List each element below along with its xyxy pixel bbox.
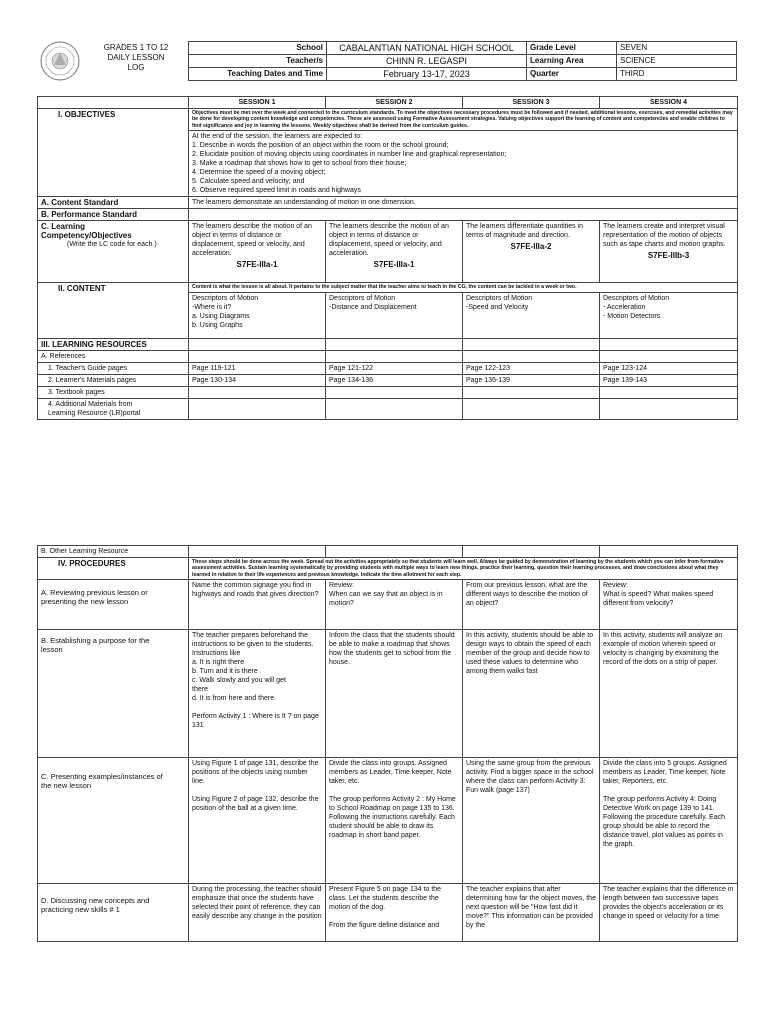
blank-cell xyxy=(463,546,600,558)
blank-cell xyxy=(38,97,189,109)
blank-cell xyxy=(600,546,738,558)
blank-cell xyxy=(326,350,463,362)
procedure-cell: Name the common signage you find in highways and roads that gives direction? xyxy=(189,580,326,630)
procedure-cell: Using Figure 1 of page 131, describe the positions of the objects using number line. Using Figure 2 of page 132, describe the position of the ball at a given time. xyxy=(189,758,326,884)
lm-pages: Page 136-139 xyxy=(463,374,600,386)
competency-label: C. Learning Competency/Objectives xyxy=(41,222,132,241)
learning-area-label: Learning Area xyxy=(527,55,617,68)
procedure-cell: Review: When can we say that an object is in motion? xyxy=(326,580,463,630)
performance-standard-text xyxy=(189,209,738,221)
procedure-cell: The teacher explains that the difference in length between two successive tapes provides the object's acceleration or its change in speed or velocity for a time xyxy=(600,884,738,942)
competency-text: The learners describe the motion of an object in terms of distance or displacement, speed or velocity, and acceleration. xyxy=(192,223,312,258)
content-note: Content is what the lesson is all about. It pertains to the subject matter that the teacher aims to teach in the CG, the content can be tackled in a week or two. xyxy=(189,283,738,292)
competency-label-cell xyxy=(38,221,189,283)
additional-materials-label: 4. Additional Materials from Learning Resource (LR)portal xyxy=(38,398,189,419)
dll-title-line: LOG xyxy=(127,63,145,72)
grade-level-label: Grade Level xyxy=(527,42,617,55)
blank-cell xyxy=(463,398,600,419)
school-label: School xyxy=(189,42,327,55)
procedure-cell: Present Figure 5 on page 134 to the class. Let the students describe the motion of the dog. From the figure define distance and xyxy=(326,884,463,942)
blank-cell xyxy=(326,546,463,558)
procedures-label: IV. PROCEDURES xyxy=(38,558,189,580)
tg-pages: Page 119-121 xyxy=(189,362,326,374)
dll-title-line: GRADES 1 TO 12 xyxy=(103,43,169,52)
objectives-label: I. OBJECTIVES xyxy=(38,109,189,197)
blank-cell xyxy=(600,386,738,398)
competency-cell xyxy=(463,221,600,283)
procedure-label: B. Establishing a purpose for the lesson xyxy=(38,630,189,758)
procedure-cell: Inform the class that the students should be able to make a roadmap that shows how the students get to school from the house. xyxy=(326,630,463,758)
lc-code: S7FE-IIIb-3 xyxy=(647,251,690,261)
blank-cell xyxy=(189,338,326,350)
lm-pages: Page 134-136 xyxy=(326,374,463,386)
blank-cell xyxy=(189,546,326,558)
dll-title-line: DAILY LESSON xyxy=(107,53,165,62)
objectives-list: At the end of the session, the learners are expected to: 1. Describe in words the position of an object within the room or the school ground; 2. Elucidate position of moving objects using coordinates in number line and graphical representation; 3. Make a roadmap that shows how to get to school from their house; 4. Determine the speed of a moving object; 5. Calculate speed and velocity; and 6. Observe required speed limit in roads and highways xyxy=(189,131,738,197)
deped-seal-logo xyxy=(40,41,80,81)
session-header: SESSION 3 xyxy=(463,97,600,109)
procedure-label: D. Discussing new concepts and practicing new skills # 1 xyxy=(38,884,189,942)
procedure-cell: Divide the class into 5 groups. Assigned members as Leader, Time keeper, Note taker, Reporters, etc. The group performs Activity 4: Doing Detective Work on page 139 to 141. Following the procedure carefully. Each group should be able to record the distance travel, plot values as points in the graph. xyxy=(600,758,738,884)
teaching-dates: February 13-17, 2023 xyxy=(327,68,527,81)
quarter-value: THIRD xyxy=(617,68,737,81)
blank-cell xyxy=(326,398,463,419)
procedure-cell: From our previous lesson, what are the different ways to describe the motion of an object? xyxy=(463,580,600,630)
competency-cell xyxy=(326,221,463,283)
blank-cell xyxy=(600,338,738,350)
other-resource-label: B. Other Learning Resource xyxy=(38,546,189,558)
procedure-cell: In this activity, students will analyze an example of motion wherein speed or velocity is changing by examining the record of the dots on a strip of paper. xyxy=(600,630,738,758)
dates-label: Teaching Dates and Time xyxy=(189,68,327,81)
content-cell: Descriptors of Motion -Distance and Displacement xyxy=(326,292,463,338)
competency-cell xyxy=(189,221,326,283)
blank-cell xyxy=(600,350,738,362)
tg-pages: Page 121-122 xyxy=(326,362,463,374)
session-header: SESSION 2 xyxy=(326,97,463,109)
blank-cell xyxy=(463,350,600,362)
blank-cell xyxy=(600,398,738,419)
lc-code: S7FE-IIIa-1 xyxy=(373,260,415,270)
procedure-cell: In this activity, students should be able to design ways to obtain the speed of each member of the group and decide how to used these values to determine who among them walks fast xyxy=(463,630,600,758)
content-standard-label: A. Content Standard xyxy=(38,197,189,209)
competency-text: The learners describe the motion of an object in terms of distance or displacement, speed or velocity, and acceleration. xyxy=(329,223,449,258)
lc-code: S7FE-IIIa-1 xyxy=(236,260,278,270)
blank-cell xyxy=(189,386,326,398)
lc-code: S7FE-IIIa-2 xyxy=(510,242,552,252)
session-header: SESSION 4 xyxy=(600,97,738,109)
references-label: A. References xyxy=(38,350,189,362)
objectives-note: Objectives must be met over the week and connected to the curriculum standards. To meet the objectives necessary procedures must be followed and if needed, additional lessons, exercises, and remedial activities may be done for developing content knowledge and competencies. These are assessed using Formative Assessment strategies. Valuing objectives support the learning of content and competencies and enable children to find significance and joy in learning the lessons. Weekly objectives shall be derived from the curriculum guides. xyxy=(189,109,738,131)
header-table xyxy=(188,41,737,81)
lm-pages: Page 130-134 xyxy=(189,374,326,386)
content-cell: Descriptors of Motion - Acceleration - Motion Detectors xyxy=(600,292,738,338)
procedure-label: C. Presenting examples/instances of the new lesson xyxy=(38,758,189,884)
blank-cell xyxy=(326,338,463,350)
procedure-cell: Using the same group from the previous activity. Find a bigger space in the school where the class can perform Activity 3: Fun walk (page 137) xyxy=(463,758,600,884)
procedure-cell: During the processing, the teacher should emphasize that once the students have selected their point of reference, they can easily describe any change in the position xyxy=(189,884,326,942)
procedures-note: These steps should be done across the week. Spread out the activities appropriately so that students will learn well. Always be guided by demonstration of learning by the students which you can infer from formative assessment activities. Sustain learning systematically by providing students with multiple ways to learn new things, practice their learning, question their learning processes, and draw conclusions about what they learned in relation to their life experiences and previous knowledge. Indicate the time allotment for each step. xyxy=(189,558,738,580)
learning-area-value: SCIENCE xyxy=(617,55,737,68)
quarter-label: Quarter xyxy=(527,68,617,81)
competency-cell xyxy=(600,221,738,283)
performance-standard-label: B. Performance Standard xyxy=(38,209,189,221)
procedure-label: A. Reviewing previous lesson or presenting the new lesson xyxy=(38,580,189,630)
blank-cell xyxy=(189,350,326,362)
competency-text: The learners differentiate quantities in terms of magnitude and direction. xyxy=(466,223,583,240)
blank-cell xyxy=(326,386,463,398)
school-name: CABALANTIAN NATIONAL HIGH SCHOOL xyxy=(327,42,527,55)
tg-pages-label: 1. Teacher's Guide pages xyxy=(38,362,189,374)
competency-sublabel: (Write the LC code for each.) xyxy=(67,241,157,249)
teacher-name: CHINN R. LEGASPI xyxy=(327,55,527,68)
tg-pages: Page 123-124 xyxy=(600,362,738,374)
procedures-table xyxy=(37,545,738,942)
procedure-cell: The teacher explains that after determining how far the object moves, the next question will be "How fast did it move?" This information can be provided by the xyxy=(463,884,600,942)
procedure-cell: The teacher prepares beforehand the instructions to be given to the students. Instructions like a. It is right there b. Turn and it is there c. Walk slowly and you will get there d. It is from here and there Perform Activity 1 : Where is It ? on page 131 xyxy=(189,630,326,758)
grade-level-value: SEVEN xyxy=(617,42,737,55)
procedure-cell: Divide the class into groups. Assigned members as Leader, Time keeper, Note taker, etc. The group performs Activity 2 : My Home to School Roadmap on page 135 to 136. Following the instructions carefully. Each student should be able to draw its roadmap in short band paper. xyxy=(326,758,463,884)
blank-cell xyxy=(189,398,326,419)
content-standard-text: The learners demonstrate an understanding of motion in one dimension. xyxy=(189,197,738,209)
session-header: SESSION 1 xyxy=(189,97,326,109)
teacher-label: Teacher/s xyxy=(189,55,327,68)
lm-pages: Page 139-143 xyxy=(600,374,738,386)
content-label: II. CONTENT xyxy=(38,283,189,338)
objectives-table xyxy=(37,96,738,420)
content-cell: Descriptors of Motion -Speed and Velocity xyxy=(463,292,600,338)
learning-resources-label: III. LEARNING RESOURCES xyxy=(38,338,189,350)
blank-cell xyxy=(463,338,600,350)
competency-text: The learners create and interpret visual representation of the motion of objects such as tape charts and motion graphs. xyxy=(603,223,726,249)
procedure-cell: Review: What is speed? What makes speed different from velocity? xyxy=(600,580,738,630)
content-cell: Descriptors of Motion -Where is it? a. Using Diagrams b. Using Graphs xyxy=(189,292,326,338)
textbook-pages-label: 3. Textbook pages xyxy=(38,386,189,398)
lm-pages-label: 2. Learner's Materials pages xyxy=(38,374,189,386)
dll-title xyxy=(86,43,186,73)
tg-pages: Page 122-123 xyxy=(463,362,600,374)
blank-cell xyxy=(463,386,600,398)
